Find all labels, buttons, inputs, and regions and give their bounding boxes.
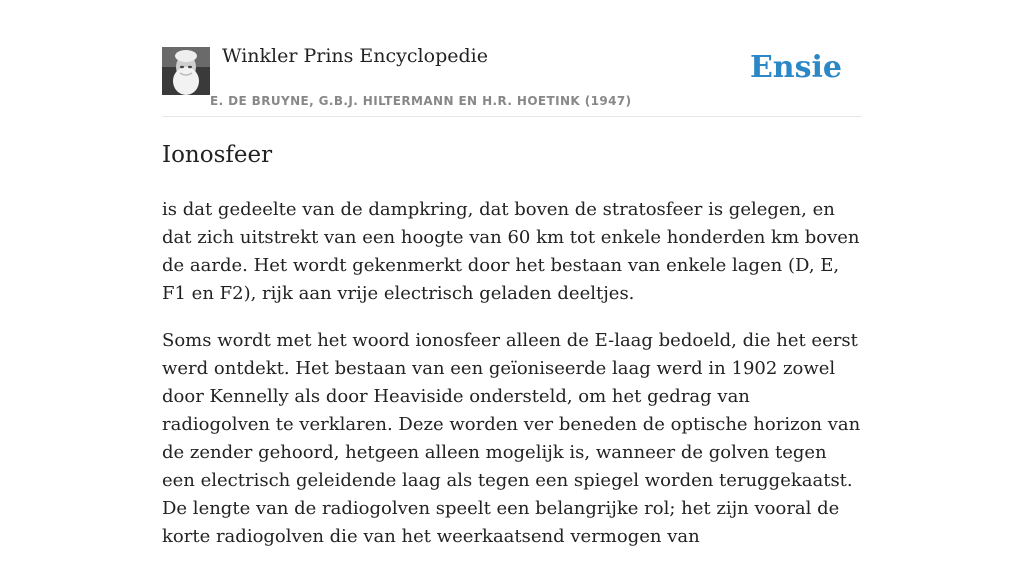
article [162, 140, 862, 570]
portrait-icon [162, 47, 210, 95]
ensie-logo-link[interactable]: Ensie [749, 50, 842, 85]
article-paragraph: Soms wordt met het woord ionosfeer alleen de E-laag bedoeld, die het eerst werd ontdekt. Het bestaan van een geïoniseerde laag werd in 1902 zowel door Kennelly als door Heaviside ondersteld, om het gedrag van radiogolven te verklaren. Deze worden ver beneden de optische horizon van de zender gehoord, hetgeen alleen mogelijk is, wanneer de golven tegen een electrisch geleidende laag als tegen een spiegel worden teruggekaatst. De lengte van de radiogolven speelt een belangrijke rol; het zijn vooral de korte radiogolven die van het weerkaatsend vermogen van [162, 330, 861, 547]
article-paragraph: is dat gedeelte van de dampkring, dat boven de stratosfeer is gelegen, en dat zich uitstrekt van een hoogte van 60 km tot enkele honderden km boven de aarde. Het wordt gekenmerkt door het bestaan van enkele lagen (D, E, F1 en F2), rijk aan vrije electrisch geladen deeltjes. [162, 199, 860, 304]
publication-title[interactable]: Winkler Prins Encyclopedie [222, 45, 488, 67]
article-title: Ionosfeer [162, 142, 273, 168]
publication-header [162, 0, 862, 117]
publication-authors: E. DE BRUYNE, G.B.J. HILTERMANN EN H.R. HOETINK (1947) [210, 94, 632, 108]
author-avatar[interactable] [162, 47, 210, 95]
